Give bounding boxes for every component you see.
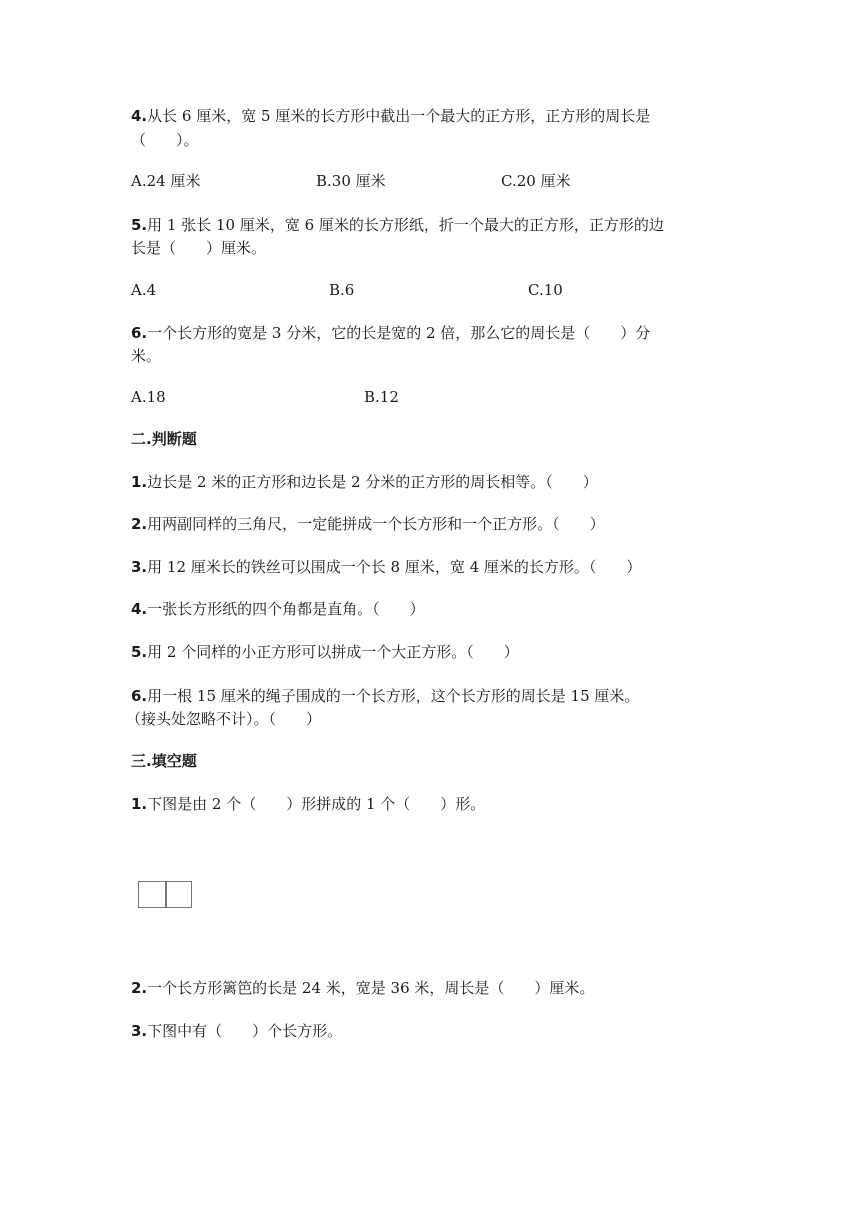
judgement-item <box>131 557 641 577</box>
option-a[interactable]: A.4 <box>131 281 157 299</box>
question-text: 一个长方形的宽是 3 分米，它的长是宽的 2 倍，那么它的周长是（ ）分 <box>147 324 651 342</box>
fill-in-item <box>131 1021 342 1041</box>
question-number: 3. <box>131 1022 148 1040</box>
question-number: 5. <box>131 643 148 661</box>
question-number: 6. <box>131 687 148 705</box>
question-text: 用 12 厘米长的铁丝可以围成一个长 8 厘米，宽 4 厘米的长方形。（ ） <box>147 558 642 576</box>
option-b[interactable]: B.12 <box>364 388 399 406</box>
question-6-line1 <box>131 323 650 343</box>
fill-in-item <box>131 978 594 998</box>
question-number: 4. <box>131 107 148 125</box>
option-a[interactable]: A.24 厘米 <box>131 172 201 190</box>
question-text: 用两副同样的三角尺，一定能拼成一个长方形和一个正方形。（ ） <box>147 515 605 533</box>
option-c[interactable]: C.10 <box>528 281 563 299</box>
question-number: 3. <box>131 558 148 576</box>
option-b[interactable]: B.30 厘米 <box>316 172 386 190</box>
option-b[interactable]: B.6 <box>329 281 355 299</box>
question-number: 4. <box>131 600 148 618</box>
question-number: 1. <box>131 795 148 813</box>
question-text: 用一根 15 厘米的绳子围成的一个长方形，这个长方形的周长是 15 厘米。 <box>147 687 640 705</box>
question-4-line1 <box>131 106 650 126</box>
judgement-item <box>131 599 425 619</box>
question-5-line1 <box>131 215 664 235</box>
question-6-line2: 米。 <box>131 347 162 365</box>
judgement-item <box>131 514 605 534</box>
judgement-item <box>131 686 639 706</box>
option-a[interactable]: A.18 <box>131 388 166 406</box>
two-squares-figure <box>138 881 192 908</box>
question-4-line2: （ ）。 <box>131 131 199 149</box>
question-text: 边长是 2 米的正方形和边长是 2 分米的正方形的周长相等。（ ） <box>147 473 598 491</box>
question-number: 2. <box>131 979 148 997</box>
question-number: 1. <box>131 473 148 491</box>
question-text: 用 1 张长 10 厘米，宽 6 厘米的长方形纸，折一个最大的正方形，正方形的边 <box>147 216 664 234</box>
question-5-line2: 长是（ ）厘米。 <box>131 239 267 257</box>
judgement-item-continuation: （接头处忽略不计）。（ ） <box>126 710 322 728</box>
question-text: 从长 6 厘米，宽 5 厘米的长方形中截出一个最大的正方形，正方形的周长是 <box>147 107 651 125</box>
question-text: 一张长方形纸的四个角都是直角。（ ） <box>147 600 425 618</box>
section-heading-judgement: 二.判断题 <box>131 430 197 448</box>
question-number: 6. <box>131 324 148 342</box>
question-text: 一个长方形篱笆的长是 24 米，宽是 36 米，周长是（ ）厘米。 <box>147 979 595 997</box>
fill-in-item <box>131 794 485 814</box>
judgement-item <box>131 472 598 492</box>
question-text: 下图中有（ ）个长方形。 <box>147 1022 343 1040</box>
question-text: 下图是由 2 个（ ）形拼成的 1 个（ ）形。 <box>147 795 486 813</box>
option-c[interactable]: C.20 厘米 <box>501 172 571 190</box>
section-heading-fill-in: 三.填空题 <box>131 752 197 770</box>
judgement-item <box>131 642 519 662</box>
question-number: 5. <box>131 216 148 234</box>
question-text: 用 2 个同样的小正方形可以拼成一个大正方形。（ ） <box>147 643 519 661</box>
figure-divider <box>165 882 167 907</box>
question-number: 2. <box>131 515 148 533</box>
